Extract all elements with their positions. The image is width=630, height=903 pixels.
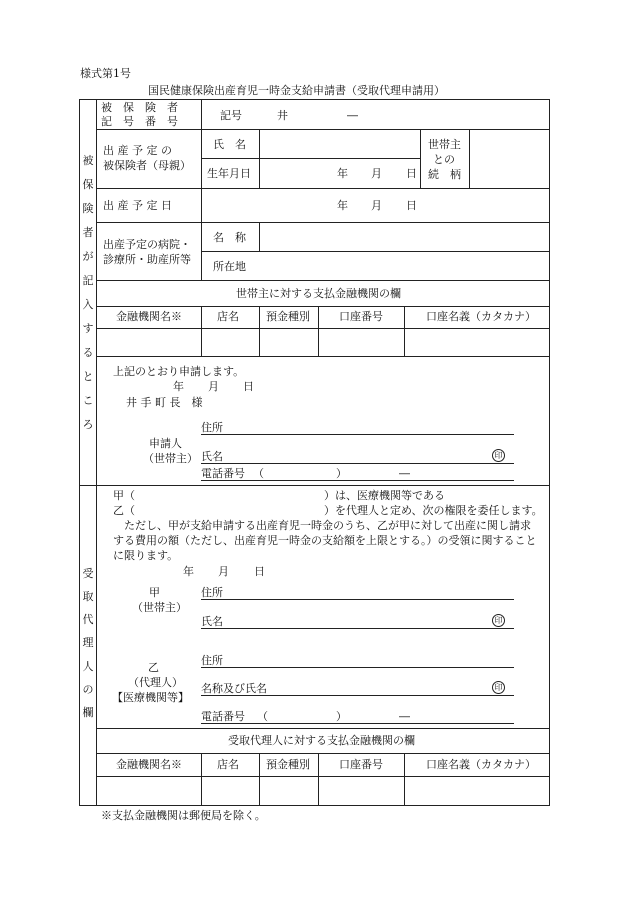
kigo-label: 記号 [220,109,242,122]
apply-month: 月 [208,380,219,393]
relation-label-3: 続 柄 [428,168,461,181]
insured-number-label-1: 被 保 険 者 [101,101,178,114]
otsu-phone-dash: ― [399,710,410,723]
otsu-line-start: 乙（ [113,504,135,517]
proxy-day: 日 [254,565,265,578]
bank2-col-type: 預金種別 [266,758,310,771]
addressee: 井 手 町 長 様 [126,396,203,409]
footnote: ※支払金融機関は郵便局を除く。 [101,809,266,822]
mother-label-1: 出 産 予 定 の [103,144,172,157]
proviso-line-2: する費用の額（ただし、出産育児一時金の支給額を上限とする。）の受領に関すること [113,534,537,547]
dob-label: 生年月日 [207,167,251,180]
ko-householder-label: （世帯主） [132,601,187,614]
proviso-line-3: に限ります。 [113,549,179,562]
bank-col-number: 口座番号 [339,310,383,323]
otsu-phone-paren-open: （ [257,710,268,723]
seal-otsu: 印 [492,681,505,694]
applicant-label-1: 申請人 [149,437,182,450]
phone-paren-open: （ [253,467,264,480]
relation-label-1: 世帯主 [428,138,461,151]
phone-dash: ― [399,467,410,480]
mother-name-label: 氏 名 [213,138,246,151]
due-month: 月 [371,199,382,212]
hospital-address-label: 所在地 [213,260,246,273]
ko-line-end: ）は、医療機関等である [324,489,445,502]
insured-number-label-2: 記 号 番 号 [101,115,178,128]
bank2-col-holder: 口座名義（カタカナ） [426,758,536,771]
applicant-address-label: 住所 [201,421,223,434]
apply-year: 年 [173,380,184,393]
apply-day: 日 [243,380,254,393]
apply-statement: 上記のとおり申請します。 [113,365,245,378]
form-number: 様式第1号 [80,67,131,80]
bank-col-type: 預金種別 [266,310,310,323]
otsu-phone-label: 電話番号 [201,710,245,723]
ko-line-start: 甲（ [113,489,135,502]
ko-name-label: 氏名 [201,615,223,628]
otsu-phone-paren-close: ） [336,710,347,723]
hospital-label-1: 出産予定の病院・ [103,238,191,251]
due-date-label: 出 産 予 定 日 [103,199,172,212]
otsu-proxy-label: （代理人） [128,676,183,689]
bank-header-proxy: 受取代理人に対する支払金融機関の欄 [228,734,415,747]
proxy-year: 年 [183,565,194,578]
otsu-address-label: 住所 [201,654,223,667]
due-year: 年 [337,199,348,212]
bank-col-holder: 口座名義（カタカナ） [426,310,536,323]
dob-month: 月 [371,167,382,180]
side-label-insured: 被 保 険 者 が 記 入 す る と こ ろ [82,154,94,431]
number-dash: ― [347,109,358,122]
due-day: 日 [406,199,417,212]
dob-day: 日 [406,167,417,180]
applicant-name-label: 氏名 [201,450,223,463]
i-char: 井 [277,109,288,122]
ko-address-label: 住所 [201,586,223,599]
bank-header-householder: 世帯主に対する支払金融機関の欄 [236,287,401,300]
applicant-phone-label: 電話番号 [201,467,245,480]
bank2-col-name: 金融機関名※ [116,758,182,771]
otsu-line-end: ）を代理人と定め、次の権限を委任します。 [324,504,543,517]
ko-label: 甲 [149,586,160,599]
hospital-name-label: 名 称 [213,231,246,244]
phone-paren-close: ） [336,467,347,480]
relation-label-2: との [433,153,455,166]
bank2-col-number: 口座番号 [339,758,383,771]
hospital-label-2: 診療所・助産所等 [103,253,191,266]
seal-applicant: 印 [492,449,505,462]
side-label-proxy: 受 取 代 理 人 の 欄 [82,567,94,719]
dob-year: 年 [337,167,348,180]
otsu-label: 乙 [148,661,159,674]
mother-label-2: 被保険者（母親） [103,159,191,172]
bank-col-name: 金融機関名※ [116,310,182,323]
applicant-label-2: （世帯主） [143,452,198,465]
bank-col-branch: 店名 [217,310,239,323]
bank2-col-branch: 店名 [217,758,239,771]
proviso-line-1: ただし、甲が支給申請する出産育児一時金のうち、乙が甲に対して出産に関し請求 [124,519,531,532]
otsu-medical-label: 【医療機関等】 [112,691,189,704]
proxy-month: 月 [218,565,229,578]
form-title: 国民健康保険出産育児一時金支給申請書（受取代理申請用） [148,84,445,97]
seal-ko: 印 [492,614,505,627]
otsu-name-label: 名称及び氏名 [201,682,267,695]
